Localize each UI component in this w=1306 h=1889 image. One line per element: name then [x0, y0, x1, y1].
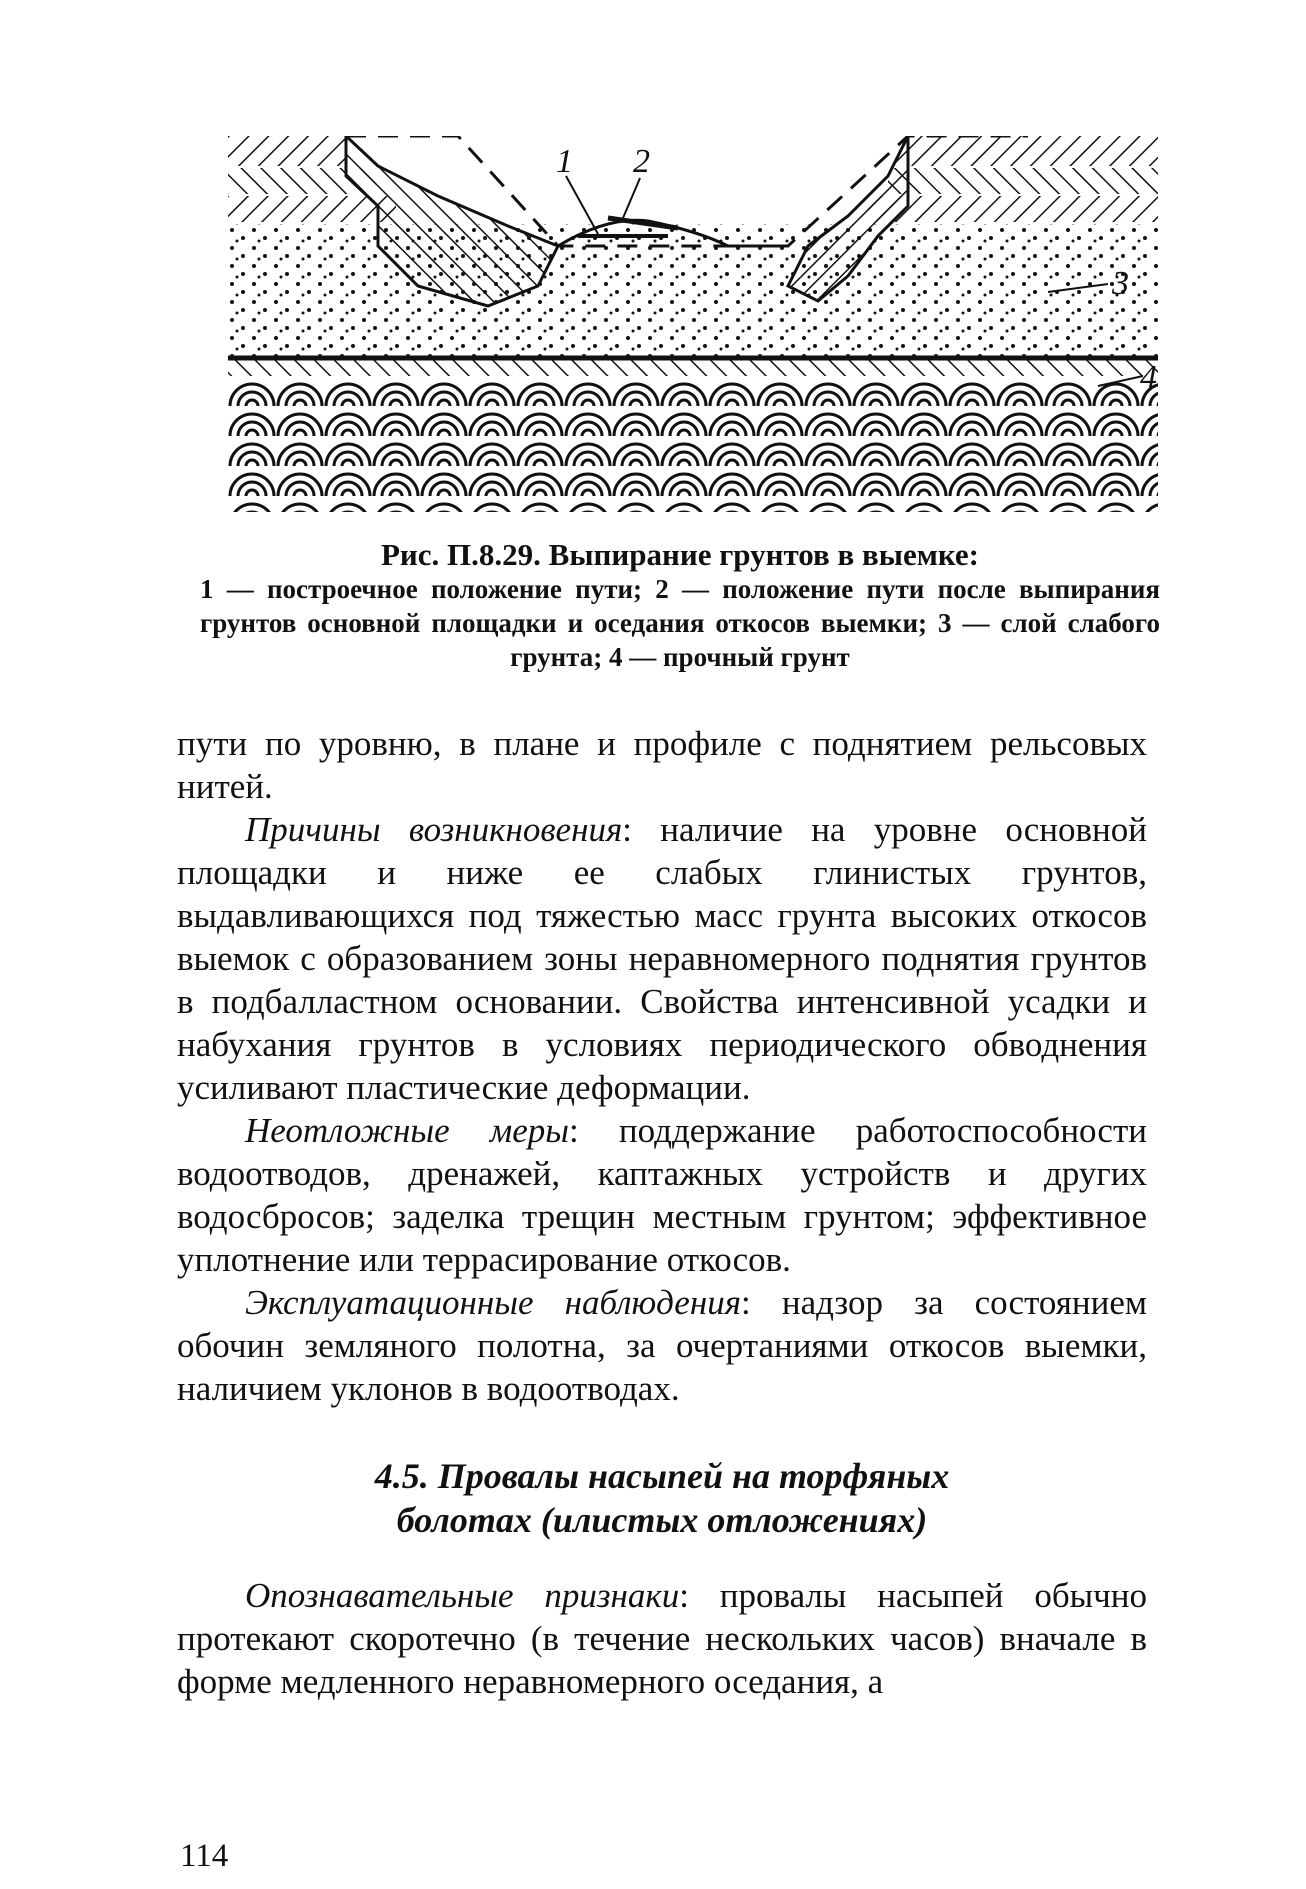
strong-soil-layer: [228, 358, 1158, 376]
strong-soil-arcs: [228, 376, 1158, 512]
urgent-measures-text: : поддержание работоспособности водоотводов, дренажей, каптажных устройств и других водосбросов; заделка трещин местным грунтом; эффективное уплотнение или террасирование откосов.: [177, 1111, 1147, 1279]
main-text: [177, 722, 1147, 1703]
urgent-measures-lead: Неотложные меры: [245, 1111, 569, 1150]
paragraph-continuation: пути по уровню, в плане и профиле с поднятием рельсовых нитей.: [177, 724, 1147, 806]
causes-lead: Причины возникновения: [245, 810, 623, 849]
figure-caption: [200, 538, 1160, 674]
section-heading-line2: болотах (илистых отложениях): [396, 1500, 928, 1540]
identification-text: : провалы насыпей обычно протекают скоротечно (в течение нескольких часов) вначале в форме медленного неравномерного оседания, а: [177, 1576, 1148, 1701]
figure-label-2: 2: [633, 143, 650, 180]
identification-lead: Опознавательные признаки: [245, 1576, 680, 1615]
observations-text: : надзор за состоянием обочин земляного полотна, за очертаниями откосов выемки, наличием уклонов в водоотводах.: [177, 1283, 1147, 1408]
figure-label-4: 4: [1140, 359, 1157, 396]
section-heading-line1: 4.5. Провалы насыпей на торфяных: [374, 1456, 950, 1496]
left-top-stratum: [228, 136, 346, 166]
right-top-stratum: [908, 136, 1158, 166]
page-number: 114: [180, 1838, 229, 1874]
paragraph-identification: [177, 1574, 1147, 1703]
observations-lead: Эксплуатационные наблюдения: [245, 1283, 741, 1322]
paragraph-urgent-measures: [177, 1109, 1147, 1281]
figure-soil-heave: [228, 136, 1158, 514]
caption-text: 1 — построечное положение пути; 2 — положение пути после выпирания грунтов основной площадки и оседания откосов выемки; 3 — слой слабого грунта; 4 — прочный грунт: [200, 574, 1160, 672]
section-heading: [177, 1454, 1147, 1542]
figure-label-3: 3: [1112, 265, 1129, 302]
soil-cross-section-diagram: [228, 136, 1158, 514]
figure-label-1: 1: [556, 143, 573, 180]
caption-title: Рис. П.8.29. Выпирание грунтов в выемке:: [380, 537, 980, 572]
weak-soil-layer: [228, 224, 1158, 356]
paragraph-causes: [177, 808, 1147, 1109]
paragraph-observations: [177, 1281, 1147, 1410]
causes-text: : наличие на уровне основной площадки и ниже ее слабых глинистых грунтов, выдавливающихся под тяжестью масс грунта высоких откосов выемок с образованием зоны неравномерного поднятия грунтов в подбалластном основании. Свойства интенсивной усадки и набухания грунтов в условиях периодического обводнения усиливают пластические деформации.: [177, 810, 1147, 1107]
